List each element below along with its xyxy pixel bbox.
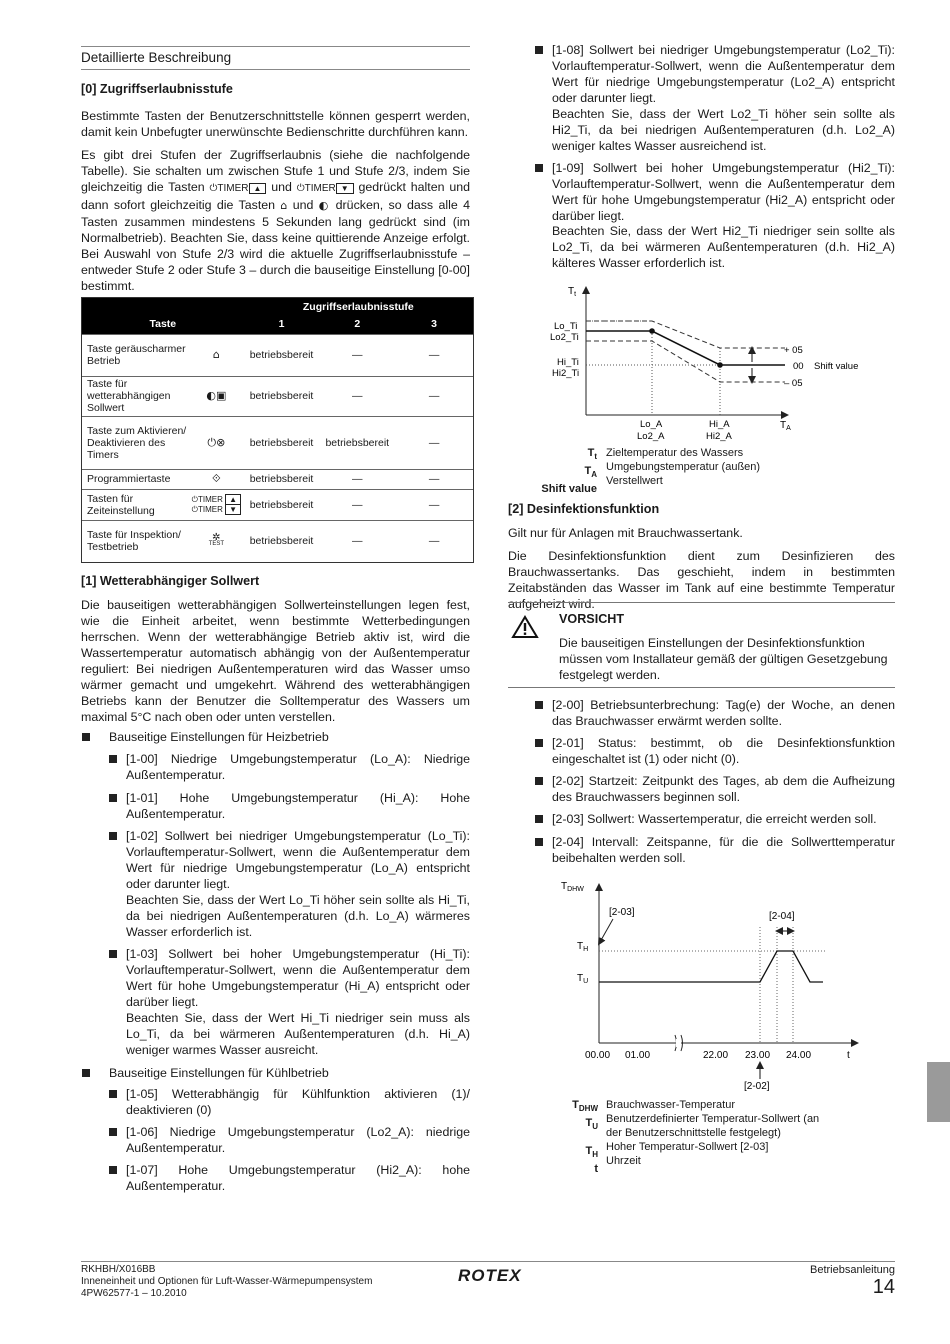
cell-value: —	[319, 520, 395, 562]
tick-t: t	[847, 1050, 850, 1061]
row-label: Taste für Inspektion/ Testbetrieb	[82, 520, 189, 562]
bullet	[109, 794, 117, 802]
shift-zero-label: 00	[793, 361, 804, 372]
setting-1-08: [1-08] Sollwert bei niedriger Umgebungstemperatur (Lo2_Ti): Vorlauftemperatur-Sollwert, wenn die Außentemperatur dem Wert für niedrige Umgebungstemperatur (Lo2_A) entspricht oder darunter liegt.	[552, 43, 895, 105]
timer-updown-icon: ⏻TIMER ▲ ⏻TIMER ▼	[189, 489, 244, 520]
cell-value: —	[395, 334, 473, 376]
label-2-04: [2-04]	[769, 911, 795, 922]
cell-value: betriebsbereit	[244, 489, 320, 520]
bullet	[82, 733, 90, 741]
table-row	[82, 376, 473, 416]
setting-1-06: [1-06] Niedrige Umgebungstemperatur (Lo2_A): niedrige Außentemperatur.	[126, 1125, 470, 1155]
bullet	[535, 739, 543, 747]
timer-toggle-icon: ⏻⊗	[207, 435, 226, 449]
cell-value: —	[319, 334, 395, 376]
hi-ti-label: Hi_Ti	[557, 357, 579, 368]
weather-key-icon: ◐	[318, 199, 331, 212]
setting-2-03: [2-03] Sollwert: Wassertemperatur, die erreicht werden soll.	[552, 812, 877, 826]
access-text-part2: gedrückt halten und dann sofort gleichzeitig die Tasten	[81, 180, 470, 212]
footer-model: RKHBH/X016BB	[81, 1264, 156, 1275]
table-col-2: 2	[319, 315, 395, 334]
cell-value: betriebsbereit	[319, 416, 395, 469]
cell-value: —	[395, 416, 473, 469]
cell-value: —	[395, 520, 473, 562]
lo2-a-label: Lo2_A	[637, 431, 665, 442]
shift-plus-label: + 05	[784, 345, 803, 356]
cooling-settings-title: Bauseitige Einstellungen für Kühlbetrieb	[109, 1066, 329, 1080]
cell-value: betriebsbereit	[244, 376, 320, 416]
heading-disinfection: [2] Desinfektionsfunktion	[508, 502, 660, 516]
graph2-legend-symbols: $T_{DHW}$ $T_U$ $T_H$ t	[572, 1099, 598, 1176]
tick-0100: 01.00	[625, 1050, 651, 1061]
tick-2400: 24.00	[786, 1050, 812, 1061]
bullet	[109, 950, 117, 958]
cell-value: betriebsbereit	[244, 416, 320, 469]
access-text-and: und	[271, 180, 292, 194]
table-row	[82, 469, 473, 489]
disinfection-description: Die Desinfektionsfunktion dient zum Desinfizieren des Brauchwassertanks. Das geschieht, indem in bestimmten Zeitabständen das Wasser im Tank auf eine bestimmte Temperatur aufgeheizt wird.	[508, 549, 895, 611]
bullet	[109, 832, 117, 840]
cell-value: —	[319, 469, 395, 489]
cell-value: —	[395, 489, 473, 520]
graph1-legend-symbols: $T_t$ $T_A$ Shift value	[541, 447, 597, 496]
bullet	[109, 1090, 117, 1098]
bullet	[535, 701, 543, 709]
footer-doc-number: 4PW62577-1 – 10.2010	[81, 1288, 187, 1299]
weather-dependent-graph	[540, 280, 870, 445]
page-number: 14	[872, 1276, 895, 1298]
bullet	[535, 838, 543, 846]
caution-title: VORSICHT	[559, 612, 625, 626]
setting-2-00: [2-00] Betriebsunterbrechung: Tag(e) der Woche, an denen das Brauchwasser erwärmt werden sollte.	[552, 698, 895, 728]
heating-settings-title: Bauseitige Einstellungen für Heizbetrieb	[109, 730, 329, 744]
disinfection-graph	[555, 875, 865, 1095]
weather-dependent-icon: ◐▣	[206, 389, 227, 402]
row-label: Programmiertaste	[82, 469, 189, 489]
bullet	[535, 777, 543, 785]
cell-value: betriebsbereit	[244, 334, 320, 376]
bullet	[535, 815, 543, 823]
caution-text: Die bauseitigen Einstellungen der Desinfektionsfunktion müssen vom Installateur gemäß der gültigen Gesetzgebung festgelegt werden.	[559, 636, 888, 682]
shift-value-label: Shift value	[814, 361, 859, 372]
setting-1-07: [1-07] Hohe Umgebungstemperatur (Hi2_A): hohe Außentemperatur.	[126, 1163, 470, 1193]
program-icon: ⟐	[212, 472, 221, 485]
rotex-logo: ROTEX	[458, 1266, 522, 1285]
lo-a-label: Lo_A	[640, 419, 663, 430]
label-2-02: [2-02]	[744, 1081, 770, 1092]
y-axis-label: $T_t$	[568, 286, 577, 298]
setting-1-02-note: Beachten Sie, dass der Wert Lo_Ti höher sein sollte als Hi_Ti, da bei niedrigen Außentemperaturen (d.h. Lo_A) wärmeres Wasser erforderlich ist.	[126, 893, 470, 939]
setting-1-09-note: Beachten Sie, dass der Wert Hi2_Ti niedriger sein sollte als Lo2_Ti, da bei wärmeren Außentemperaturen (d.h. Hi2_A) kälteres Wasser erforderlich ist.	[552, 224, 895, 270]
inspection-test-icon: ✲ TEST	[189, 520, 244, 562]
access-level-description	[81, 147, 470, 294]
tu-label: $T_U$	[577, 973, 589, 985]
table-col-key: Taste	[82, 315, 244, 334]
setting-1-00: [1-00] Niedrige Umgebungstemperatur (Lo_A): Niedrige Außentemperatur.	[126, 752, 470, 782]
tick-0000: 00.00	[585, 1050, 611, 1061]
setting-1-02: [1-02] Sollwert bei niedriger Umgebungstemperatur (Lo_Ti): Vorlauftemperatur-Sollwert, wenn die Außentemperatur dem Wert für niedrige Umgebungstemperatur (Lo_A) entspricht oder darunter liegt.	[126, 829, 470, 891]
warning-icon	[511, 615, 539, 639]
lo-ti-label: Lo_Ti	[554, 321, 578, 332]
table-row	[82, 334, 473, 376]
setting-1-03-note: Beachten Sie, dass der Wert Hi_Ti niedriger sein muss als Lo_Ti, da bei wärmeren Außentemperaturen (d.h. Hi_A) weniger warmes Wasser ausreicht.	[126, 1011, 470, 1057]
tick-2300: 23.00	[745, 1050, 771, 1061]
setting-2-01: [2-01] Status: bestimmt, ob die Desinfektionsfunktion eingeschaltet ist (1) oder nicht (0).	[552, 736, 895, 766]
table-col-3: 3	[395, 315, 473, 334]
access-text-and-2: und	[292, 198, 314, 212]
access-text-part3: drücken, so dass alle 4 Tasten zusammen mindestens 5 Sekunden lang gedrückt sind (im Normalbetrieb). Beachten Sie, dass keine quittierende Anzeige erfolgt. Bei Auswahl von Stufe 2/3 wird die aktuelle Zugriffserlaubnisstufe – entweder Stufe 2 oder Stufe 3 – durch die bauseitige Einstellung [0-00] bestimmt.	[81, 198, 470, 293]
bullet	[109, 1166, 117, 1174]
table-row	[82, 416, 473, 469]
tick-2200: 22.00	[703, 1050, 729, 1061]
access-level-table	[81, 297, 474, 563]
chapter-side-tab	[927, 1062, 950, 1122]
cell-value: betriebsbereit	[244, 469, 320, 489]
setpoint-curve	[586, 331, 785, 365]
timer-up-key-icon: ⏻TIMER ▲	[209, 183, 266, 194]
hi2-a-label: Hi2_A	[706, 431, 732, 442]
table-row	[82, 489, 473, 520]
cell-value: —	[319, 376, 395, 416]
bullet	[535, 46, 543, 54]
footer-rule	[81, 1261, 895, 1262]
graph2-legend-texts: Brauchwasser-Temperatur Benutzerdefinierter Temperatur-Sollwert (an der Benutzerschnittstelle festgelegt) Hoher Temperatur-Sollwert [2-03] Uhrzeit	[606, 1099, 820, 1167]
weather-setpoint-description: Die bauseitigen wetterabhängigen Sollwerteinstellungen legen fest, wie die Einheit arbeitet, wenn bestimmte Wetterbedingungen herrschen. Wenn der wetterabhängige Betrieb aktiv ist, wird die Wassertemperatur automatisch abhängig von der Außentemperatur reguliert: Bei niedrigen Außentemperaturen wird das Wasser umso wärmer gemacht und umgekehrt. Während des wetterabhängigen Betriebs kann der Benutzer die Solltemperatur des Wassers um maximal 5°C nach oben oder unten verstellen.	[81, 598, 470, 724]
setting-1-05: [1-05] Wetterabhängig für Kühlfunktion aktivieren (1)/ deaktivieren (0)	[126, 1087, 470, 1117]
y-axis-label: $T_{DHW}$	[561, 881, 584, 893]
bullet	[109, 1128, 117, 1136]
heading-weather-setpoint: [1] Wetterabhängiger Sollwert	[81, 574, 260, 588]
low-noise-icon: ⌂	[212, 348, 220, 361]
setting-1-09: [1-09] Sollwert bei hoher Umgebungstemperatur (Hi2_Ti): Vorlauftemperatur-Sollwert, wenn die Außentemperatur dem Wert für hohe Umgebungstemperatur (Hi2_A) entspricht oder darüber liegt.	[552, 161, 895, 223]
cell-value: —	[319, 489, 395, 520]
row-label: Tasten für Zeiteinstellung	[82, 489, 189, 520]
dhw-temperature-curve	[599, 951, 823, 982]
footer-description: Inneneinheit und Optionen für Luft-Wasser-Wärmepumpensystem	[81, 1276, 373, 1287]
cell-value: —	[395, 469, 473, 489]
table-row	[82, 520, 473, 562]
setting-1-03: [1-03] Sollwert bei hoher Umgebungstemperatur (Hi_Ti): Vorlauftemperatur-Sollwert, wenn die Außentemperatur dem Wert für hohe Umgebungstemperatur (Hi_A) entspricht oder darüber liegt.	[126, 947, 470, 1009]
table-col-1: 1	[244, 315, 320, 334]
access-level-intro: Bestimmte Tasten der Benutzerschnittstelle können gesperrt werden, damit kein Unbefugter unerwünschte Bedienschritte durchführen kann.	[81, 109, 470, 139]
setting-2-02: [2-02] Startzeit: Zeitpunkt des Tages, ab dem die Aufheizung des Brauchwassers beginnen soll.	[552, 774, 895, 804]
shift-minus-label: – 05	[784, 378, 803, 389]
lo2-ti-label: Lo2_Ti	[550, 332, 579, 343]
caution-box	[508, 602, 895, 688]
setting-1-01: [1-01] Hohe Umgebungstemperatur (Hi_A): Hohe Außentemperatur.	[126, 791, 470, 821]
disinfection-applicability: Gilt nur für Anlagen mit Brauchwassertank.	[508, 526, 743, 540]
bullet	[535, 164, 543, 172]
th-label: $T_H$	[577, 941, 589, 953]
hi2-ti-label: Hi2_Ti	[552, 368, 580, 379]
section-title: Detaillierte Beschreibung	[81, 46, 470, 70]
x-axis-label: $T_A$	[780, 420, 791, 432]
label-2-03: [2-03]	[609, 907, 635, 918]
footer-manual: Betriebsanleitung	[809, 1264, 895, 1276]
cell-value: betriebsbereit	[244, 520, 320, 562]
hi-a-label: Hi_A	[709, 419, 730, 430]
setting-1-08-note: Beachten Sie, dass der Wert Lo2_Ti höher sein sollte als Hi2_Ti, da bei niedrigen Außentemperaturen (d.h. Lo2_A) weniger kaltes Wasser ausreichend ist.	[552, 107, 895, 153]
timer-down-key-icon: ⏻TIMER ▼	[297, 183, 354, 194]
table-group-header: Zugriffserlaubnisstufe	[244, 298, 473, 315]
graph1-legend-texts: Zieltemperatur des Wassers Umgebungstemperatur (außen) Verstellwert	[606, 447, 761, 487]
heading-access-level: [0] Zugriffserlaubnisstufe	[81, 82, 233, 96]
footer-left	[81, 1264, 372, 1300]
cell-value: —	[395, 376, 473, 416]
low-noise-key-icon: ⌂	[280, 199, 288, 212]
bullet	[109, 755, 117, 763]
row-label: Taste geräuscharmer Betrieb	[82, 334, 189, 376]
row-label: Taste zum Aktivieren/ Deaktivieren des Timers	[82, 416, 189, 469]
access-text-part1: Es gibt drei Stufen der Zugriffserlaubnis (siehe die nachfolgende Tabelle). Sie schalten um zwischen Stufe 1 und Stufe 2/3, indem Sie gleichzeitig die Tasten	[81, 148, 470, 194]
row-label: Taste für wetterabhängigen Sollwert	[82, 376, 189, 416]
bullet	[82, 1069, 90, 1077]
setting-2-04: [2-04] Intervall: Zeitspanne, für die die Sollwerttemperatur beibehalten werden soll.	[552, 835, 895, 865]
